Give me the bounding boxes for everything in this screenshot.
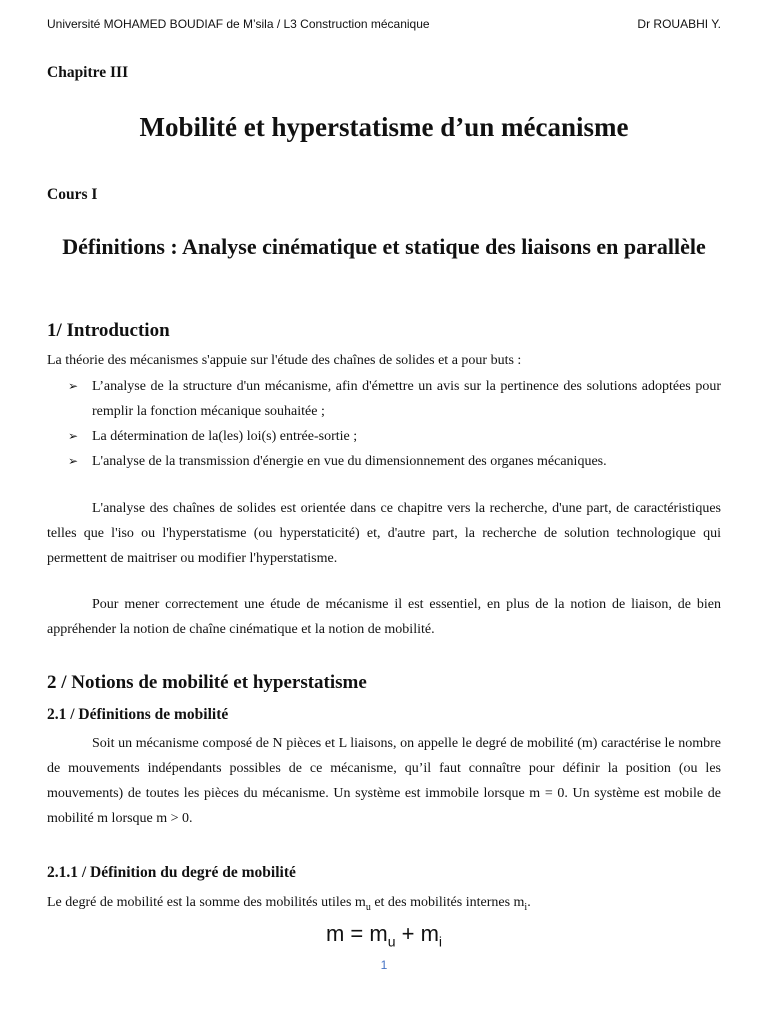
subsection-2-1-1-heading: 2.1.1 / Définition du degré de mobilité [47, 864, 296, 881]
arrow-bullet-icon: ➢ [68, 379, 79, 393]
arrow-bullet-icon: ➢ [68, 429, 79, 443]
bullet-text: L'analyse de la transmission d'énergie en vue du dimensionnement des organes mécaniques. [92, 454, 607, 469]
subsection-2-1-paragraph: Soit un mécanisme composé de N pièces et L liaisons, on appelle le degré de mobilité (m) caractérise le nombre de mouvements indépendants possibles de ce mécanisme, qu’il faut connaître pour définir la position (ou les mouvements) de toutes les pièces du mécanisme. Un système est immobile lorsque m = 0. Un système est mobile de mobilité m lorsque m > 0. [47, 736, 721, 826]
list-item [68, 424, 721, 449]
list-item [68, 374, 721, 424]
section1-paragraph-1: L'analyse des chaînes de solides est orientée dans ce chapitre vers la recherche, d'une part, de caractéristiques telles que l'iso ou l'hyperstatisme (ou hyperstaticité) et, d'autre part, la recherche de solution technologique qui permettent de maitriser ou modifier l'hyperstatisme. [47, 501, 721, 566]
page-number: 1 [380, 958, 388, 972]
course-label: Cours I [47, 186, 98, 203]
bullet-text: L’analyse de la structure d'un mécanisme, afin d'émettre un avis sur la pertinence des solutions adoptées pour remplir la fonction mécanique souhaitée ; [92, 379, 721, 419]
section1-paragraph-2: Pour mener correctement une étude de mécanisme il est essentiel, en plus de la notion de liaison, de bien appréhender la notion de chaîne cinématique et la notion de mobilité. [47, 597, 721, 637]
intro-bullet-list [68, 374, 721, 474]
subsection-2-1-heading: 2.1 / Définitions de mobilité [47, 706, 229, 723]
section1-heading: 1/ Introduction [47, 320, 170, 341]
header-left: Université MOHAMED BOUDIAF de M’sila / L3 Construction mécanique [47, 17, 430, 31]
mobility-formula: $m = m_u + m_i$ [325, 921, 443, 950]
section1-intro: La théorie des mécanismes s'appuie sur l'étude des chaînes de solides et a pour buts : [47, 353, 522, 368]
subsection-2-1-1-paragraph: Le degré de mobilité est la somme des mobilités utiles $m_u$ et des mobilités internes $m_i$. [47, 895, 531, 913]
definitions-title: Définitions : Analyse cinématique et statique des liaisons en parallèle [62, 234, 706, 259]
chapter-label: Chapitre III [47, 64, 129, 81]
arrow-bullet-icon: ➢ [68, 454, 79, 468]
header-right: Dr ROUABHI Y. [637, 17, 721, 31]
section2-heading: 2 / Notions de mobilité et hyperstatisme [47, 672, 367, 693]
page-title: Mobilité et hyperstatisme d’un mécanisme [139, 112, 629, 142]
bullet-text: La détermination de la(les) loi(s) entrée-sortie ; [92, 429, 358, 444]
list-item [68, 449, 721, 474]
